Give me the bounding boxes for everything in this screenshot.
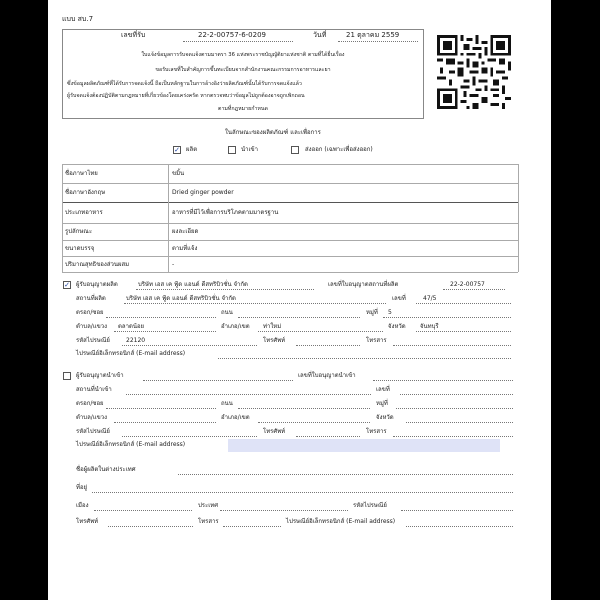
product-row-label: ประเภทอาหาร xyxy=(65,209,103,216)
purpose-import-label: นำเข้า xyxy=(241,146,258,153)
licensee-district-label: อำเภอ/เขต xyxy=(221,323,250,330)
licensee-label: ผู้รับอนุญาตผลิต xyxy=(76,281,118,288)
importer-moo-label: หมู่ที่ xyxy=(376,400,388,407)
importer-road-label: ถนน xyxy=(221,400,233,407)
importer-fax-label: โทรสาร xyxy=(366,428,387,435)
header-para-line: ตามที่กฎหมายกำหนด xyxy=(218,106,268,112)
manufacturer-phone-label: โทรศัพท์ xyxy=(76,518,99,525)
date-value: 21 ตุลาคม 2559 xyxy=(346,31,400,39)
product-row-value: - xyxy=(172,261,175,268)
product-row-label: รูปลักษณะ xyxy=(65,228,93,235)
form-number: แบบ สบ.7 xyxy=(62,15,94,23)
purpose-title: ในลักษณะของผลิตภัณฑ์ และเพื่อการ xyxy=(225,129,321,136)
qr-code-icon xyxy=(437,35,511,109)
importer-phone-label: โทรศัพท์ xyxy=(263,428,286,435)
email-highlight-field[interactable] xyxy=(228,439,500,452)
date-label: วันที่ xyxy=(313,31,327,39)
licensee-road-label: ถนน xyxy=(221,309,233,316)
product-row-value: ขมิ้น xyxy=(172,170,185,177)
importer-email-label: ไปรษณีย์อิเล็กทรอนิกส์ (E-mail address) xyxy=(76,441,186,448)
product-row-label: ขนาดบรรจุ xyxy=(65,245,95,252)
licensee-license-label: เลขที่ใบอนุญาตสถานที่ผลิต xyxy=(328,281,399,288)
purpose-produce-checkbox[interactable]: ✓ xyxy=(174,146,180,154)
licensee-postcode-label: รหัสไปรษณีย์ xyxy=(76,337,110,344)
importer-district-label: อำเภอ/เขต xyxy=(221,414,250,421)
importer-checkbox[interactable] xyxy=(63,372,71,380)
ref-label: เลขที่รับ xyxy=(121,31,146,39)
purpose-import-checkbox[interactable] xyxy=(228,146,236,154)
importer-province-label: จังหวัด xyxy=(376,414,394,421)
ref-number: 22-2-00757-6-0209 xyxy=(198,31,267,39)
licensee-province: จันทบุรี xyxy=(420,323,439,330)
licensee-house-number: 47/5 xyxy=(423,295,437,302)
importer-postcode-label: รหัสไปรษณีย์ xyxy=(76,428,110,435)
purpose-export-label: ส่งออก (เฉพาะเพื่อส่งออก) xyxy=(305,146,373,153)
licensee-name: บริษัท เอส เค ฟู้ด แอนด์ ดีสทริบิวชั่น จำกัด xyxy=(138,281,248,288)
product-row-value: ผงละเอียด xyxy=(172,228,199,235)
importer-subdistrict-label: ตำบล/แขวง xyxy=(76,414,108,421)
product-row-label: ชื่อภาษาอังกฤษ xyxy=(65,189,106,196)
licensee-postcode: 22120 xyxy=(126,337,146,344)
purpose-export-checkbox[interactable] xyxy=(291,146,299,154)
licensee-subdistrict: ตลาดน้อย xyxy=(118,323,145,330)
licensee-license-number: 22-2-00757 xyxy=(450,281,485,288)
licensee-fax-label: โทรสาร xyxy=(366,337,387,344)
importer-soi-label: ตรอก/ซอย xyxy=(76,400,104,407)
licensee-subdistrict-label: ตำบล/แขวง xyxy=(76,323,108,330)
manufacturer-address-label: ที่อยู่ xyxy=(76,484,88,491)
manufacturer-email-label: ไปรษณีย์อิเล็กทรอนิกส์ (E-mail address) xyxy=(286,518,396,525)
licensee-province-label: จังหวัด xyxy=(388,323,406,330)
header-box xyxy=(62,29,424,119)
form-page xyxy=(48,0,551,600)
licensee-place-label: สถานที่ผลิต xyxy=(76,295,106,302)
product-row-value: อาหารที่มีไว้เพื่อการบริโภคตามมาตรฐาน xyxy=(172,209,279,216)
manufacturer-fax-label: โทรสาร xyxy=(198,518,219,525)
purpose-produce-label: ผลิต xyxy=(186,146,198,153)
licensee-soi-label: ตรอก/ซอย xyxy=(76,309,104,316)
header-para-line: ขอรับเลขที่ใบสำคัญการขึ้นทะเบียนจากสำนักงานคณะกรรมการอาหารและยา xyxy=(155,67,331,73)
header-para-line: ใบแจ้งข้อมูลการรับจดแจ้งตามมาตรา 36 แห่งพระราชบัญญัติยาแห่งชาติ ตามที่ได้ยื่นเรื่อง xyxy=(141,52,345,58)
manufacturer-label: ชื่อผู้ผลิตในต่างประเทศ xyxy=(76,466,136,473)
licensee-house-label: เลขที่ xyxy=(392,295,406,302)
manufacturer-country-label: ประเทศ xyxy=(198,502,219,509)
product-row-value: Dried ginger powder xyxy=(172,189,234,196)
product-row-value: ตามที่แจ้ง xyxy=(172,245,198,252)
licensee-district: ท่าใหม่ xyxy=(263,323,282,330)
manufacturer-postcode-label: รหัสไปรษณีย์ xyxy=(353,502,387,509)
manufacturer-city-label: เมือง xyxy=(76,502,89,509)
importer-house-label: เลขที่ xyxy=(376,386,390,393)
header-para-line: ซึ่งข้อมูลผลิตภัณฑ์ที่ได้รับการจดแจ้งนี้ ถือเป็นหลักฐานในการอ้างอิงว่าผลิตภัณฑ์นั้นได้รับการจดแจ้งแล้ว xyxy=(67,81,302,87)
licensee-place-name: บริษัท เอส เค ฟู้ด แอนด์ ดีสทริบิวชั่น จำกัด xyxy=(126,295,236,302)
importer-place-label: สถานที่นำเข้า xyxy=(76,386,112,393)
importer-label: ผู้รับอนุญาตนำเข้า xyxy=(76,372,124,379)
header-para-line: ผู้รับจดแจ้งต้องปฏิบัติตามกฎหมายที่เกี่ยวข้องโดยเคร่งครัด หากตรวจพบว่าข้อมูลไม่ถูกต้องอาจถูกเพิกถอน xyxy=(67,93,305,99)
importer-license-label: เลขที่ใบอนุญาตนำเข้า xyxy=(298,372,356,379)
licensee-email-label: ไปรษณีย์อิเล็กทรอนิกส์ (E-mail address) xyxy=(76,350,186,357)
licensee-checkbox[interactable]: ✓ xyxy=(64,281,70,289)
licensee-moo: 5 xyxy=(388,309,392,316)
product-row-label: ปริมาณสุทธิของส่วนผสม xyxy=(65,261,130,268)
product-row-label: ชื่อภาษาไทย xyxy=(65,170,98,177)
licensee-phone-label: โทรศัพท์ xyxy=(263,337,286,344)
licensee-moo-label: หมู่ที่ xyxy=(366,309,378,316)
